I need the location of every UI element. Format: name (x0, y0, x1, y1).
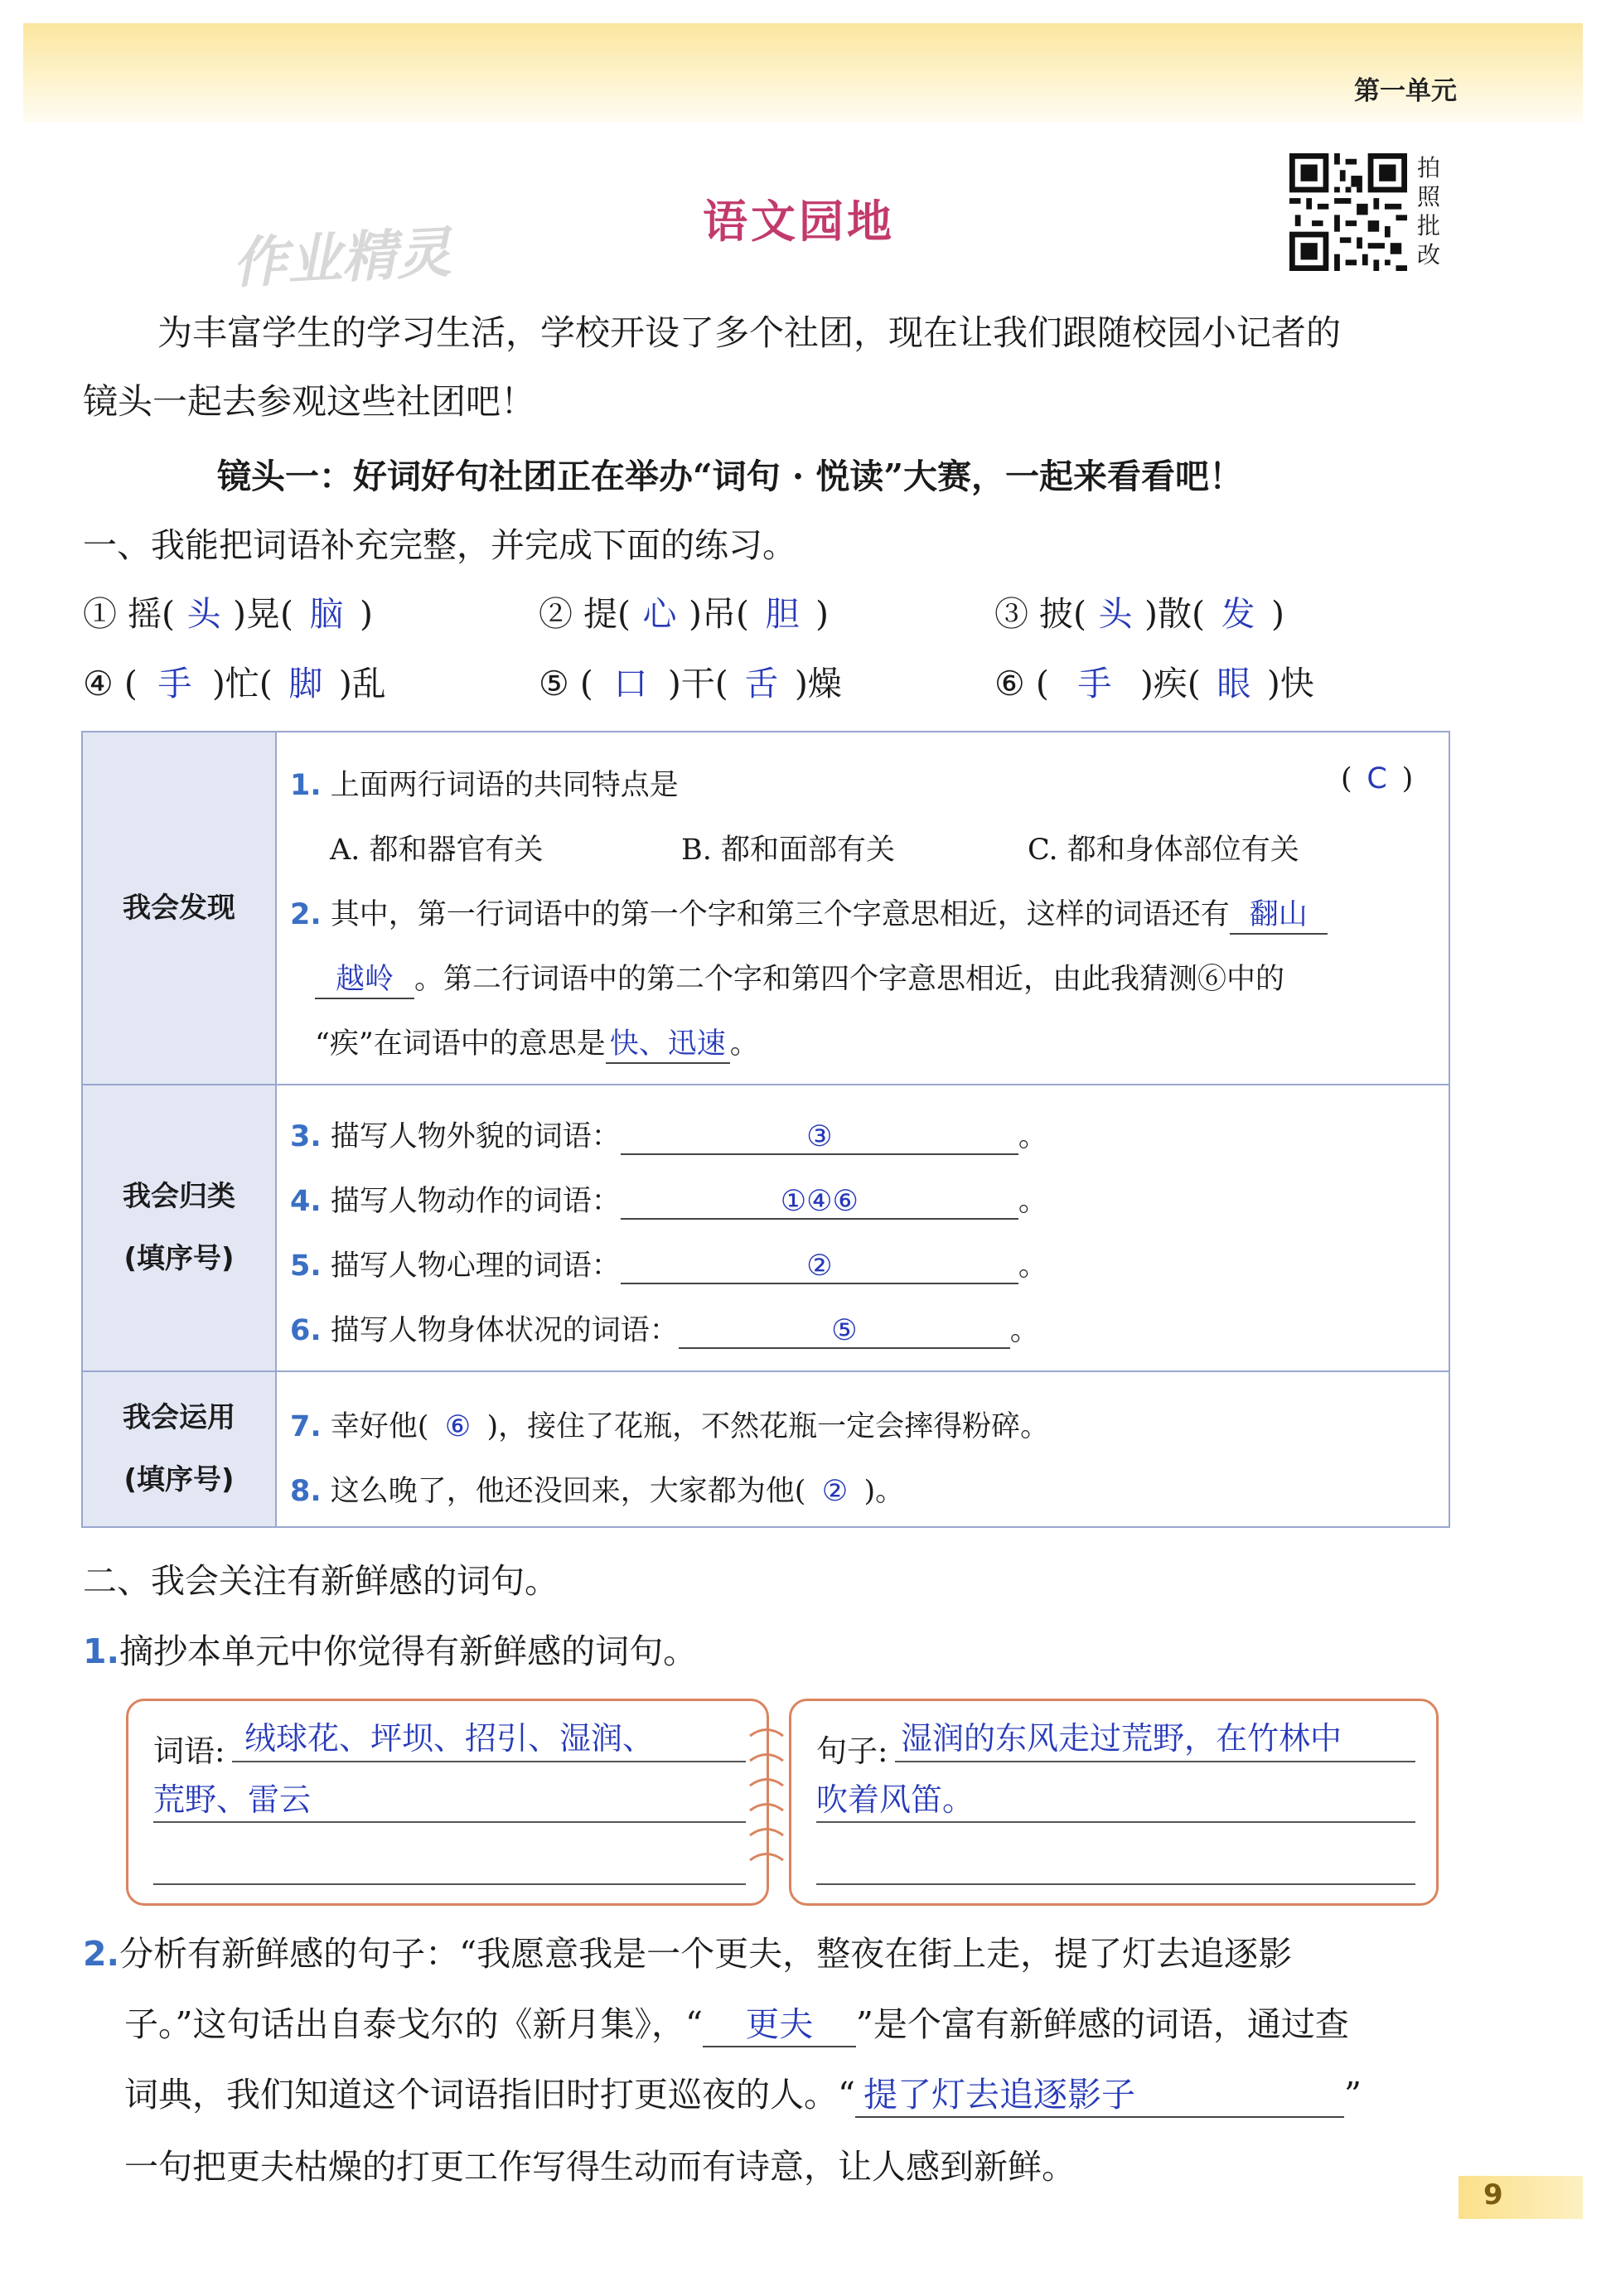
section-two-heading: 二、我会关注有新鲜感的词句。 (83, 1561, 559, 1601)
answer-1-bracket: ( C ) (1341, 762, 1414, 795)
words-label: 词语: (153, 1733, 225, 1769)
sentence-line-2: 吹着风笛。 (816, 1781, 975, 1818)
section-two-question-2-line-2: 子。”这句话出自泰戈尔的《新月集》，“ 更夫 ”是个富有新鲜感的词语，通过查 (124, 1997, 1349, 2047)
sentence-label: 句子: (816, 1733, 888, 1769)
watermark-logo: 作业精灵 (230, 220, 453, 296)
qr-code-icon[interactable] (1289, 153, 1407, 271)
binder-rings-icon (746, 1723, 787, 1873)
word-item-6: ⑥ ( 手 )疾( 眼 )快 (994, 664, 1314, 703)
section-two-question-2-line-3: 词典，我们知道这个词语指旧时打更巡夜的人。“ 提了灯去追逐影子 ” (124, 2067, 1362, 2118)
intro-line-1: 为丰富学生的学习生活，学校开设了多个社团，现在让我们跟随校园小记者的 (157, 312, 1342, 353)
section-two-question-2-line-1: 2.分析有新鲜感的句子：“我愿意我是一个更夫，整夜在街上走，提了灯去追逐影 (83, 1934, 1293, 1974)
word-item-3: ③ 披( 头 )散( 发 ) (994, 594, 1285, 634)
header-band (23, 23, 1583, 123)
row-label-classify: 我会归类 (填序号) (83, 1085, 277, 1370)
option-b: B. 都和面部有关 (681, 834, 895, 867)
page-number-band (1458, 2176, 1583, 2219)
question-1: 1. 上面两行词语的共同特点是 (290, 769, 679, 802)
row-label-use: 我会运用 (填序号) (83, 1372, 277, 1526)
option-a: A. 都和器官有关 (330, 834, 544, 867)
words-line-2: 荒野、雷云 (153, 1781, 312, 1818)
question-8: 8. 这么晚了，他还没回来，大家都为他( ② )。 (290, 1475, 905, 1508)
question-6: 6. 描写人物身体状况的词语： ⑤ 。 (290, 1314, 1039, 1347)
word-item-4: ④ ( 手 )忙( 脚 )乱 (83, 664, 386, 703)
intro-line-2: 镜头一起去参观这些社团吧！ (83, 381, 536, 422)
unit-label: 第一单元 (1354, 76, 1457, 106)
option-c: C. 都和身体部位有关 (1028, 834, 1299, 867)
page-number: 9 (1483, 2178, 1503, 2211)
question-3: 3. 描写人物外貌的词语： ③ 。 (290, 1120, 1047, 1153)
section-two-question-1: 1.摘抄本单元中你觉得有新鲜感的词句。 (83, 1631, 698, 1671)
word-item-2: ② 提( 心 )吊( 胆 ) (539, 594, 830, 634)
question-2-line-2: 越岭 。第二行词语中的第二个字和第四个字意思相近，由此我猜测⑥中的 (315, 956, 1284, 999)
sentence-line-1: 湿润的东风走过荒野，在竹林中 (901, 1720, 1342, 1757)
sentence-box (789, 1699, 1439, 1906)
question-4: 4. 描写人物动作的词语： ①④⑥ 。 (290, 1185, 1047, 1218)
row-label-discover: 我会发现 (83, 732, 277, 1084)
words-line-1: 绒球花、坪坝、招引、湿润、 (244, 1720, 655, 1757)
section-two-question-2-line-4: 一句把更夫枯燥的打更工作写得生动而有诗意，让人感到新鲜。 (124, 2147, 1076, 2187)
exercise-table (81, 731, 1450, 1528)
words-box (126, 1699, 769, 1906)
word-item-5: ⑤ ( 口 )干( 舌 )燥 (539, 664, 842, 703)
question-2-line-1: 2. 其中，第一行词语中的第一个字和第三个字意思相近，这样的词语还有 翻山 (290, 892, 1328, 935)
lens-one-heading: 镜头一：好词好句社团正在举办“词句 · 悦读”大赛，一起来看看吧！ (217, 457, 1243, 496)
section-one-heading: 一、我能把词语补充完整，并完成下面的练习。 (83, 525, 796, 565)
page-title: 语文园地 (703, 196, 895, 248)
qr-label: 拍照批改 (1417, 154, 1441, 268)
question-2-line-3: “疾”在词语中的意思是 快、迅速 。 (315, 1021, 759, 1064)
word-item-1: ① 摇( 头 )晃( 脑 ) (83, 594, 374, 634)
question-7: 7. 幸好他( ⑥ )，接住了花瓶，不然花瓶一定会摔得粉碎。 (290, 1410, 1050, 1443)
question-5: 5. 描写人物心理的词语： ② 。 (290, 1250, 1047, 1283)
